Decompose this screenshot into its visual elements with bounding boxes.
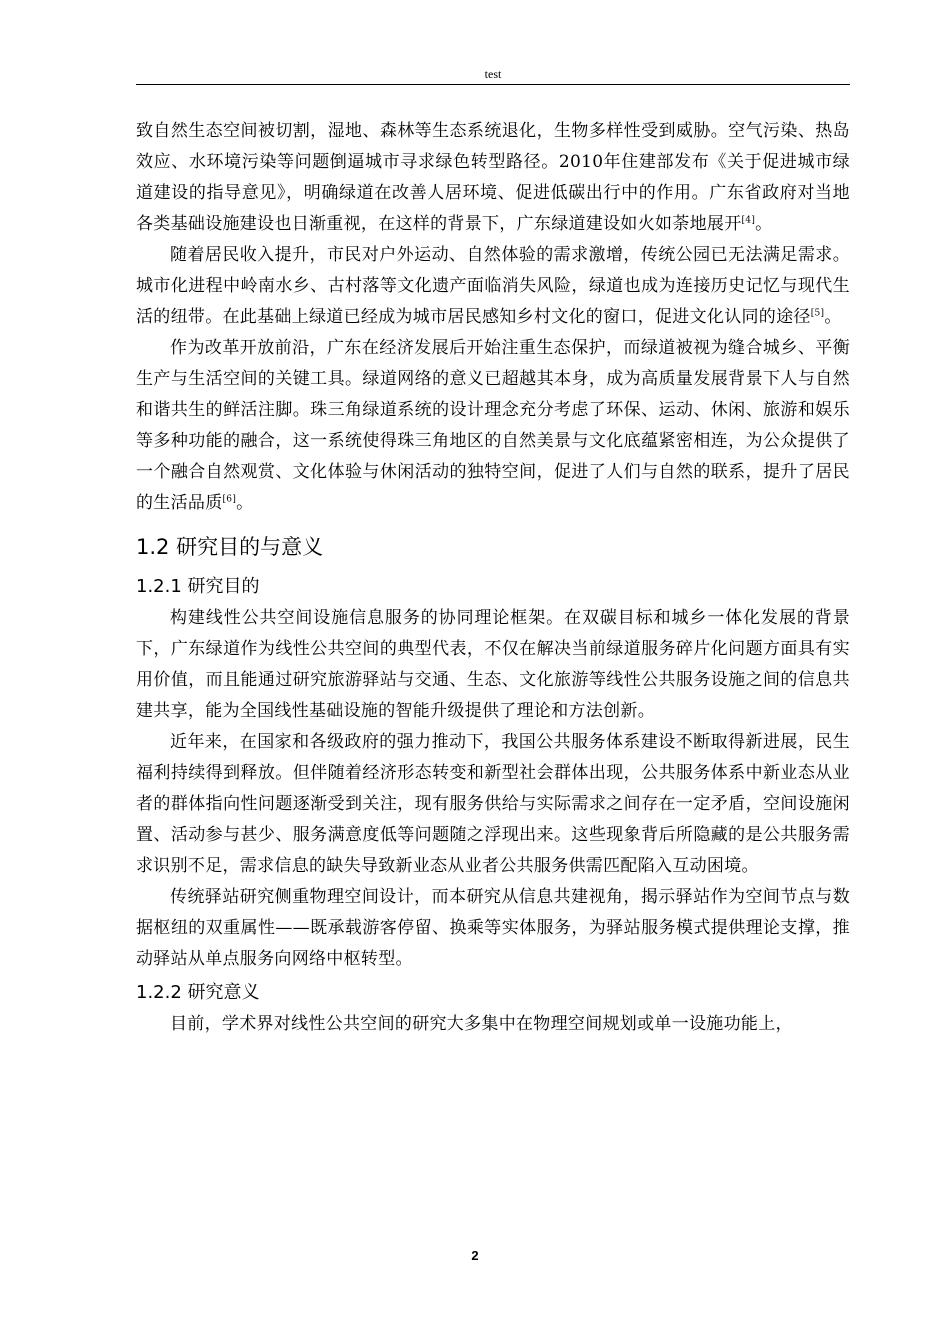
paragraph: 致自然生态空间被切割，湿地、森林等生态系统退化，生物多样性受到威胁。空气污染、热岛效应、水环境污染等问题倒逼城市寻求绿色转型路径。2010年住建部发布《关于促进城市绿道建设的指导意见》，明确绿道在改善人居环境、促进低碳出行中的作用。广东省政府对当地各类基础设施建设也日渐重视，在这样的背景下，广东绿道建设如火如荼地展开[4]。 <box>136 121 850 234</box>
section-heading: 1.2 研究目的与意义 <box>136 535 324 559</box>
citation: [4] <box>741 215 756 226</box>
paragraph: 作为改革开放前沿，广东在经济发展后开始注重生态保护，而绿道被视为缝合城乡、平衡生产与生活空间的关键工具。绿道网络的意义已超越其本身，成为高质量发展背景下人与自然和谐共生的鲜活注脚。珠三角绿道系统的设计理念充分考虑了环保、运动、休闲、旅游和娱乐等多种功能的融合，这一系统使得珠三角地区的自然美景与文化底蕴紧密相连，为公众提供了一个融合自然观赏、文化体验与休闲活动的独特空间，促进了人们与自然的联系，提升了居民的生活品质[6]。 <box>136 338 850 513</box>
paragraph: 目前，学术界对线性公共空间的研究大多集中在物理空间规划或单一设施功能上， <box>170 1014 793 1034</box>
page-header: test <box>484 67 502 81</box>
paragraph: 构建线性公共空间设施信息服务的协同理论框架。在双碳目标和城乡一体化发展的背景下，广东绿道作为线性公共空间的典型代表，不仅在解决当前绿道服务碎片化问题方面具有实用价值，而且能通过研究旅游驿站与交通、生态、文化旅游等线性公共服务设施之间的信息共建共享，能为全国线性基础设施的智能升级提供了理论和方法创新。 <box>136 608 850 721</box>
paragraph: 传统驿站研究侧重物理空间设计，而本研究从信息共建视角，揭示驿站作为空间节点与数据枢纽的双重属性——既承载游客停留、换乘等实体服务，为驿站服务模式提供理论支撑，推动驿站从单点服务向网络中枢转型。 <box>136 887 850 969</box>
citation: [6] <box>222 494 237 505</box>
paragraph: 近年来，在国家和各级政府的强力推动下，我国公共服务体系建设不断取得新进展，民生福利持续得到释放。但伴随着经济形态转变和新型社会群体出现，公共服务体系中新业态从业者的群体指向性问题逐渐受到关注，现有服务供给与实际需求之间存在一定矛盾，空间设施闲置、活动参与甚少、服务满意度低等问题随之浮现出来。这些现象背后所隐藏的是公共服务需求识别不足，需求信息的缺失导致新业态从业者公共服务供需匹配陷入互动困境。 <box>136 732 850 876</box>
subsection-heading: 1.2.2 研究意义 <box>136 982 260 1003</box>
page-number: 2 <box>471 1248 479 1263</box>
paragraph: 随着居民收入提升，市民对户外运动、自然体验的需求激增，传统公园已无法满足需求。城市化进程中岭南水乡、古村落等文化遗产面临消失风险，绿道也成为连接历史记忆与现代生活的纽带。在此基础上绿道已经成为城市居民感知乡村文化的窗口，促进文化认同的途径[5]。 <box>136 245 850 327</box>
document-body <box>136 116 850 1040</box>
citation: [5] <box>810 308 825 319</box>
header-rule <box>136 84 850 85</box>
subsection-heading: 1.2.1 研究目的 <box>136 576 260 597</box>
